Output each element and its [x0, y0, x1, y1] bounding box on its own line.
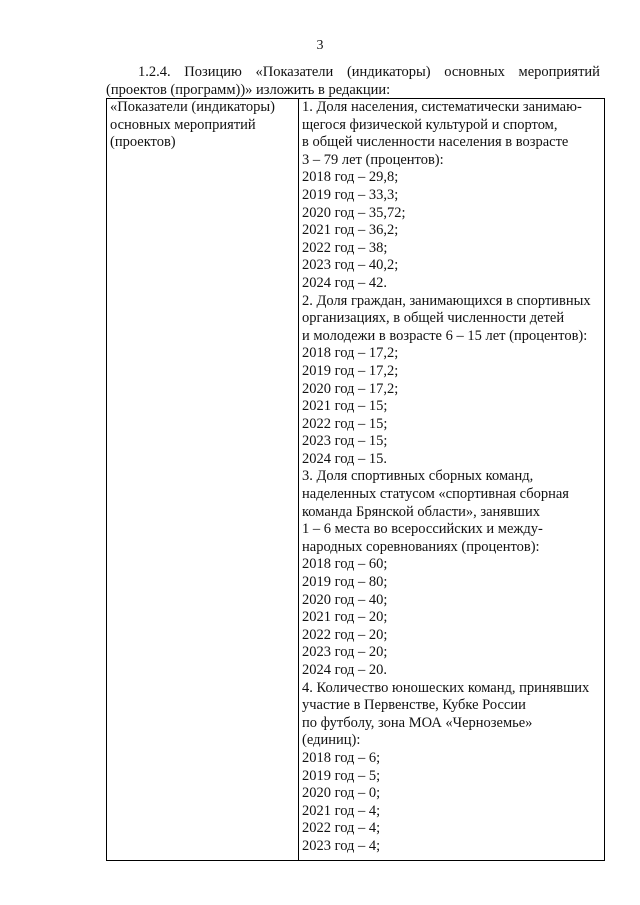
amendment-word: Позицию — [184, 64, 242, 80]
indicator-value-line: участие в Первенстве, Кубке России — [302, 697, 526, 714]
indicator-value-line: 1. Доля населения, систематически занимаю- — [302, 99, 582, 115]
indicator-value-line: 2023 год – 4; — [302, 837, 381, 854]
indicator-value-line: 2022 год – 15; — [302, 415, 388, 432]
amendment-line-2: (проектов (программ))» изложить в редакции: — [106, 81, 391, 98]
indicator-value-line: 2. Доля граждан, занимающихся в спортивных — [302, 292, 591, 309]
indicator-value-line: 2021 год – 36,2; — [302, 222, 399, 239]
indicator-value-line: 2021 год – 20; — [302, 609, 388, 626]
amendment-word: 1.2.4. — [138, 64, 171, 80]
amendment-word: «Показатели — [255, 64, 334, 80]
indicator-value-line: 2024 год – 42. — [302, 274, 388, 291]
page-number: 3 — [316, 38, 324, 53]
indicator-value-line: 2020 год – 40; — [302, 591, 388, 608]
indicator-value-line: 2023 год – 15; — [302, 433, 388, 450]
indicator-value-line: 2018 год – 6; — [302, 749, 381, 766]
indicator-value-line: (единиц): — [302, 732, 361, 749]
indicator-value-line: 2020 год – 35,72; — [302, 204, 406, 221]
indicator-value-line: наделенных статусом «спортивная сборная — [302, 486, 569, 503]
indicator-value-line: в общей численности населения в возрасте — [302, 134, 569, 151]
indicator-value-line: 2018 год – 17,2; — [302, 345, 399, 362]
indicator-value-line: 2022 год – 4; — [302, 820, 381, 837]
indicator-value-line: команда Брянской области», занявших — [302, 503, 540, 520]
indicator-value-line: 2021 год – 15; — [302, 398, 388, 415]
amendment-paragraph — [106, 64, 600, 99]
indicators-table — [106, 98, 605, 861]
indicator-label-line: основных мероприятий — [110, 116, 256, 133]
indicator-values-cell — [299, 99, 605, 861]
indicator-value-line: 2019 год – 80; — [302, 574, 388, 591]
indicator-value-line: 2019 год – 33,3; — [302, 186, 399, 203]
indicator-value-line: 2024 год – 15. — [302, 450, 388, 467]
indicator-value-line: щегося физической культурой и спортом, — [302, 116, 558, 133]
indicator-value-line: 2024 год – 20. — [302, 662, 388, 678]
indicator-value-line: 2020 год – 17,2; — [302, 380, 399, 397]
amendment-word: (индикаторы) — [346, 64, 431, 80]
indicator-value-line: 3. Доля спортивных сборных команд, — [302, 468, 534, 485]
indicator-label-cell — [107, 99, 299, 861]
indicator-value-line: 3 – 79 лет (процентов): — [302, 151, 444, 168]
indicator-value-line: организациях, в общей численности детей — [302, 310, 565, 327]
indicator-value-line: 2018 год – 29,8; — [302, 169, 399, 186]
indicator-value-line: 4. Количество юношеских команд, принявших — [302, 679, 590, 696]
indicator-value-line: и молодежи в возрасте 6 – 15 лет (процентов): — [302, 327, 588, 344]
indicator-value-line: 2022 год – 20; — [302, 626, 388, 643]
indicator-value-line: по футболу, зона МОА «Черноземье» — [302, 714, 533, 731]
indicator-label-line: (проектов) — [110, 134, 176, 151]
indicator-value-line: 2019 год – 5; — [302, 767, 381, 784]
indicator-value-line: 2018 год – 60; — [302, 556, 388, 573]
indicator-value-line: 2022 год – 38; — [302, 239, 388, 256]
indicator-value-line: 2023 год – 20; — [302, 644, 388, 661]
indicator-label-line: «Показатели (индикаторы) — [110, 99, 276, 115]
indicator-value-line: 1 – 6 места во всероссийских и между- — [302, 521, 543, 538]
amendment-word: мероприятий — [518, 64, 600, 80]
table-row — [107, 99, 605, 861]
indicator-value-line: 2021 год – 4; — [302, 802, 381, 819]
indicator-value-line: 2020 год – 0; — [302, 785, 381, 802]
amendment-word: основных — [444, 64, 505, 80]
indicator-value-line: 2023 год – 40,2; — [302, 257, 399, 274]
indicator-value-line: народных соревнованиях (процентов): — [302, 538, 540, 555]
indicator-value-line: 2019 год – 17,2; — [302, 362, 399, 379]
amendment-line-1 — [106, 64, 600, 82]
